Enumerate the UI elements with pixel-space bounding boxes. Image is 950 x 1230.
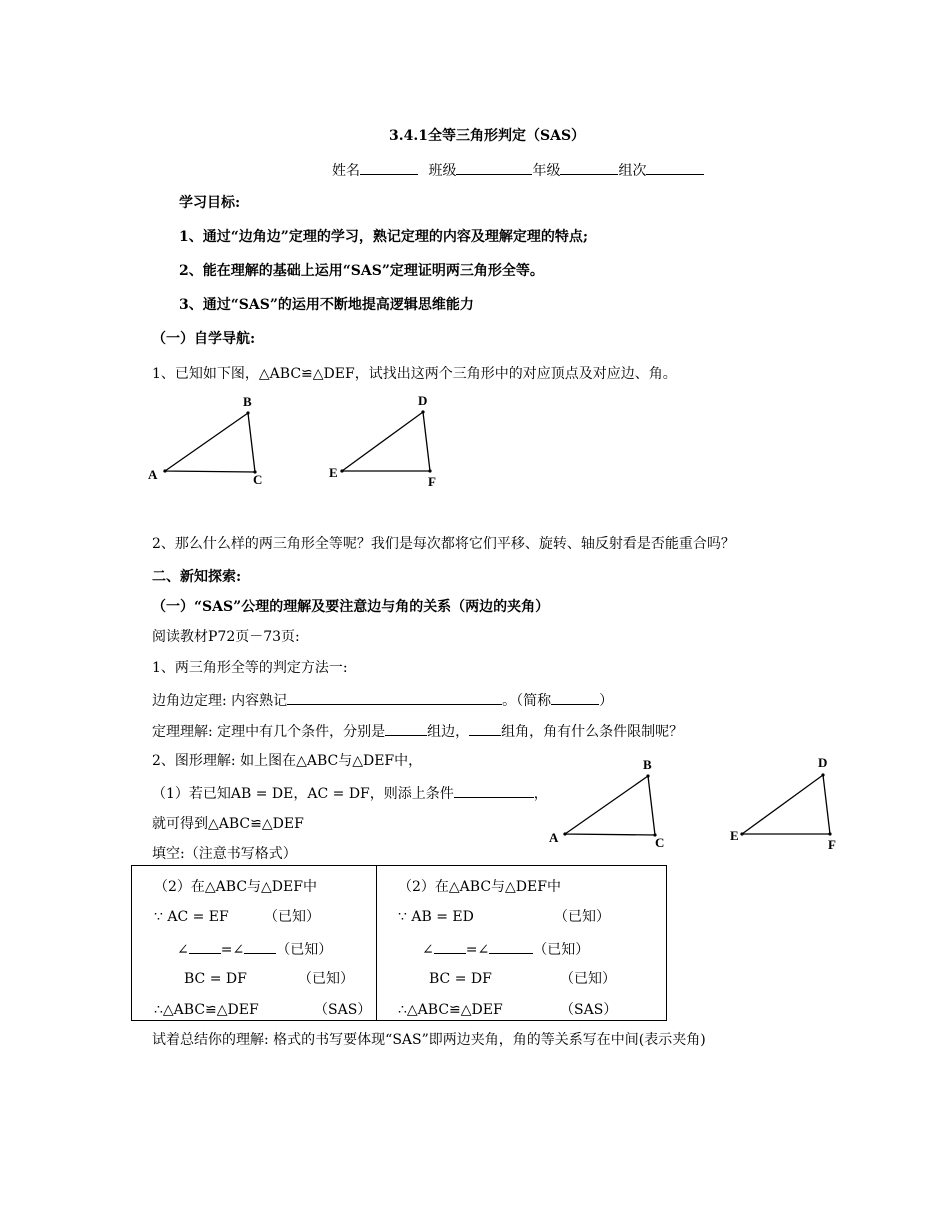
rule-close: ） [599,693,614,709]
label-f: F [428,474,436,489]
method-1: 1、两三角形全等的判定方法一: [152,660,348,676]
left-row2-reason: （已知） [276,942,333,958]
class-label: 班级 [428,163,457,179]
left-angle-blank-2[interactable] [244,939,276,954]
goals-heading: 学习目标: [179,195,241,211]
left-row1-reason: （已知） [264,909,320,925]
table-divider [376,866,377,1020]
goal-item-3: 3、通过“SAS”的运用不断地提高逻辑思维能力 [179,297,474,313]
understanding-label: 定理理解: 定理中有几个条件，分别是 [152,724,386,740]
label-f-2: F [828,837,836,852]
vertex-d-dot-2 [821,773,824,776]
grade-blank[interactable] [560,160,618,175]
label-d-2: D [818,755,828,770]
vertex-a-dot [163,469,166,472]
vertex-b-dot [246,411,249,414]
sas-rule-line [152,690,613,710]
name-label: 姓名 [332,163,360,179]
triangle-figure-1 [140,392,460,492]
angle-symbol-right: ∠ [422,942,434,958]
right-row2 [422,939,589,959]
right-row1-reason: （已知） [554,909,610,925]
section2-heading: 二、新知探索: [152,569,242,585]
left-head: （2）在△ABC与△DEF中 [154,879,317,895]
equals-angle: =∠ [220,942,245,958]
right-row2-reason: （已知） [533,942,590,958]
figure-understanding: 2、图形理解: 如上图在△ABC与△DEF中， [152,753,423,769]
right-row3-reason: （已知） [560,971,616,987]
group-blank[interactable] [646,160,704,175]
label-c-2: C [655,835,665,850]
left-row4-reason: （SAS） [314,1002,372,1018]
part-1-text: （1）若已知AB = DE，AC = DF，则添上条件 [152,786,454,802]
summary-line: 试着总结你的理解: 格式的书写要体现“SAS”即两边夹角，角的等关系写在中间(表示夹角) [152,1032,706,1048]
class-blank[interactable] [456,160,532,175]
right-angle-blank-1[interactable] [434,939,466,954]
right-row3-statement: BC = DF [429,971,492,987]
sides-label: 组边， [427,724,470,740]
right-row4-statement: ∴△ABC≌△DEF [398,1002,503,1018]
label-a: A [148,467,158,482]
part-1-comma: ， [533,786,548,802]
sas-subheading: （一）“SAS”公理的理解及要注意边与角的关系（两边的夹角） [152,599,550,615]
question-2: 2、那么什么样的两三角形全等呢？我们是每次都将它们平移、旋转、轴反射看是否能重合吗？ [152,536,735,552]
label-c: C [253,472,263,487]
angles-count-blank[interactable] [469,721,501,736]
vertex-f-dot-2 [828,832,831,835]
label-d: D [418,393,428,408]
triangle-def-2 [742,775,830,834]
left-angle-blank-1[interactable] [189,939,221,954]
grade-label: 年级 [532,163,561,179]
fill-instruction: 填空:（注意书写格式） [152,846,297,862]
equals-angle-right: =∠ [465,942,490,958]
part-1-conclusion: 就可得到△ABC≌△DEF [152,816,304,832]
page-title: 3.4.1全等三角形判定（SAS） [389,128,586,144]
left-row1-statement: ∵ AC = EF [154,909,229,925]
student-info [332,160,704,180]
section1-heading: （一）自学导航: [152,331,256,347]
left-row3-reason: （已知） [298,971,354,987]
theorem-understanding [152,721,683,741]
part-1 [152,783,548,803]
left-row3-statement: BC = DF [184,971,247,987]
vertex-b-dot-2 [646,774,649,777]
rule-label: 边角边定理: 内容熟记 [152,693,288,709]
goal-item-2: 2、能在理解的基础上运用“SAS”定理证明两三角形全等。 [179,263,544,279]
goal-item-1: 1、通过“边角边”定理的学习，熟记定理的内容及理解定理的特点; [179,229,589,245]
vertex-a-dot-2 [563,832,566,835]
proof-table [131,865,667,1021]
right-head: （2）在△ABC与△DEF中 [398,879,561,895]
vertex-f-dot [428,469,431,472]
label-b: B [243,394,252,409]
vertex-d-dot [421,410,424,413]
label-e-2: E [730,828,739,843]
label-e: E [329,465,338,480]
reading-note: 阅读教材P72页－73页: [152,629,300,645]
triangle-def [342,412,430,471]
sides-count-blank[interactable] [385,721,427,736]
left-row4-statement: ∴△ABC≌△DEF [154,1002,259,1018]
question-1: 1、已知如下图，△ABC≌△DEF，试找出这两个三角形中的对应顶点及对应边、角。 [152,366,677,382]
triangle-figure-2 [540,755,860,855]
left-row2 [177,939,332,959]
triangle-abc [165,413,255,472]
label-a-2: A [549,830,559,845]
angles-label: 组角，角有什么条件限制呢？ [501,724,684,740]
right-row1-statement: ∵ AB = ED [398,909,474,925]
label-b-2: B [643,757,652,772]
group-label: 组次 [618,163,647,179]
condition-blank[interactable] [454,783,534,798]
rule-abbr-blank[interactable] [551,690,599,705]
rule-content-blank[interactable] [287,690,502,705]
angle-symbol: ∠ [177,942,189,958]
vertex-e-dot-2 [740,832,743,835]
right-angle-blank-2[interactable] [489,939,533,954]
triangle-abc-2 [565,776,655,835]
name-blank[interactable] [360,160,418,175]
right-row4-reason: （SAS） [560,1002,618,1018]
vertex-e-dot [340,469,343,472]
rule-abbr-label: 。（简称 [502,693,552,709]
